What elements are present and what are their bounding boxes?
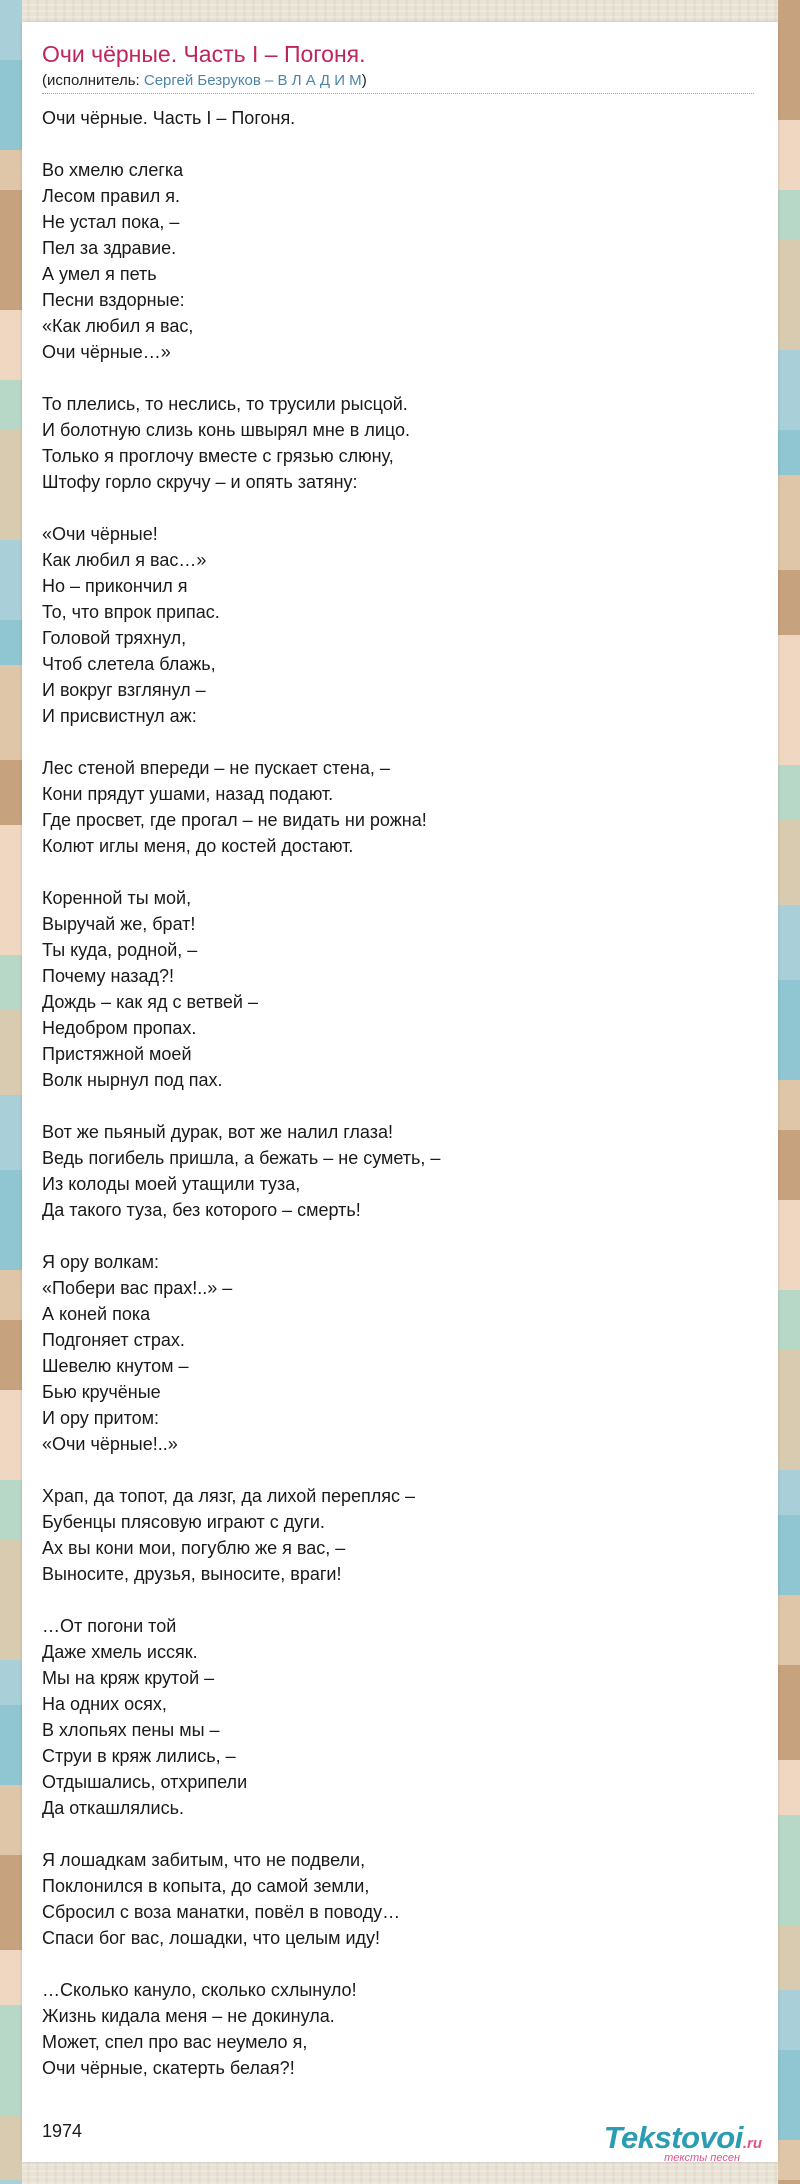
lyric-line: Мы на кряж крутой – [42,1668,215,1688]
decorative-stripe [0,1095,22,1170]
stanza-break [42,365,762,391]
decorative-stripe [0,1785,22,1855]
decorative-stripe [0,1950,22,2005]
decorative-stripe [0,1480,22,1540]
page-title: Очи чёрные. Часть I – Погоня. [42,41,366,67]
lyric-line: Поклонился в копыта, до самой земли, [42,1876,370,1896]
decorative-stripe [778,1130,800,1200]
decorative-stripe [778,2050,800,2140]
decorative-stripe [0,2180,22,2184]
stanza-break [42,1821,762,1847]
decorative-stripe [0,1540,22,1660]
decorative-stripe [778,120,800,190]
lyric-line: Как любил я вас…» [42,550,207,570]
decorative-stripe [778,1990,800,2050]
decorative-stripe [778,765,800,820]
stanza-break [42,495,762,521]
lyric-line: Жизнь кидала меня – не докинула. [42,2006,335,2026]
decorative-stripe [778,1925,800,1990]
lyric-line: Сбросил с воза манатки, повёл в поводу… [42,1902,401,1922]
logo-tld: .ru [742,2135,762,2152]
lyric-line: Но – прикончил я [42,576,188,596]
lyric-line: То, что впрок припас. [42,602,220,622]
decorative-stripe [0,1010,22,1095]
decorative-stripe [778,1200,800,1290]
lyric-line: Коренной ты мой, [42,888,192,908]
decorative-stripe [0,60,22,150]
decorative-stripe [0,150,22,190]
decorative-stripe [0,955,22,1010]
decorative-stripe [778,1470,800,1515]
lyric-line: Ах вы кони мои, погублю же я вас, – [42,1538,346,1558]
lyric-line: Из колоды моей утащили туза, [42,1174,301,1194]
decorative-stripe [0,760,22,825]
decorative-stripe [778,1665,800,1760]
lyric-line: Бью кручёные [42,1382,161,1402]
lyric-line: …Сколько кануло, сколько схлынуло! [42,1980,357,2000]
decorative-stripe [778,240,800,350]
song-year: 1974 [42,2121,83,2141]
lyric-line: И вокруг взглянул – [42,680,206,700]
decorative-stripe [0,1855,22,1950]
stanza-break [42,1093,762,1119]
lyric-line: Ведь погибель пришла, а бежать – не суметь, – [42,1148,441,1168]
decorative-stripe [0,1320,22,1390]
decorative-stripe [778,905,800,980]
lyric-line: Очи чёрные…» [42,342,171,362]
decorative-stripe [0,620,22,665]
decorative-stripe [0,190,22,310]
lyrics-text [42,105,762,2081]
stanza-break [42,1951,762,1977]
decorative-stripe [778,1815,800,1925]
decorative-stripe [778,2140,800,2180]
lyric-line: Даже хмель иссяк. [42,1642,198,1662]
decorative-stripe [778,635,800,765]
stanza-break [42,859,762,885]
lyric-line: Пел за здравие. [42,238,177,258]
lyric-line: Струи в кряж лились, – [42,1746,236,1766]
decorative-stripe [778,2180,800,2184]
stanza-break [42,1457,762,1483]
lyric-line: Волк нырнул под пах. [42,1070,223,1090]
decorative-stripe [0,1170,22,1270]
lyric-line: Не устал пока, – [42,212,180,232]
lyric-line: Колют иглы меня, до костей достают. [42,836,354,856]
decorative-stripe [778,820,800,905]
decorative-stripe [0,1660,22,1705]
performer-suffix: ) [361,72,367,89]
logo-tagline: тексты песен [664,2152,740,2164]
lyric-line: «Как любил я вас, [42,316,194,336]
lyric-line: Чтоб слетела блажь, [42,654,216,674]
decorative-stripe [0,540,22,620]
logo-name: Tekstovoi [603,2120,743,2155]
decorative-stripe [778,475,800,570]
decorative-stripe [0,430,22,540]
lyric-line: Отдышались, отхрипели [42,1772,248,1792]
lyric-line: А коней пока [42,1304,151,1324]
lyric-line: Головой тряхнул, [42,628,187,648]
lyric-line: В хлопьях пены мы – [42,1720,220,1740]
decorative-stripe [0,1390,22,1480]
lyric-line: Я лошадкам забитым, что не подвели, [42,1850,366,1870]
performer-line [42,72,367,90]
decorative-stripe [778,190,800,240]
lyric-line: Шевелю кнутом – [42,1356,189,1376]
lyric-line: Вот же пьяный дурак, вот же налил глаза! [42,1122,393,1142]
lyric-line: Пристяжной моей [42,1044,192,1064]
lyric-line: Бубенцы плясовую играют с дуги. [42,1512,325,1532]
decorative-stripe [0,380,22,430]
performer-prefix: (исполнитель: [42,72,144,89]
lyric-line: Да откашлялись. [42,1798,184,1818]
lyric-line: Песни вздорные: [42,290,185,310]
lyric-line: Где просвет, где прогал – не видать ни рожна! [42,810,427,830]
lyric-line: То плелись, то неслись, то трусили рысцой. [42,394,408,414]
decorative-stripe [778,350,800,430]
lyric-line: Недобром пропах. [42,1018,197,1038]
lyric-line: Может, спел про вас неумело я, [42,2032,308,2052]
decorative-stripe [0,665,22,760]
decorative-stripe [0,825,22,955]
lyrics-card [22,22,778,2162]
decorative-stripe [778,430,800,475]
decorative-stripe [778,570,800,635]
site-logo[interactable] [604,2122,762,2164]
lyric-line: Кони прядут ушами, назад подают. [42,784,334,804]
lyric-line: …От погони той [42,1616,177,1636]
decorative-stripe [778,1760,800,1815]
lyric-line: Дождь – как яд с ветвей – [42,992,258,1012]
lyric-line: Выносите, друзья, выносите, враги! [42,1564,342,1584]
decorative-stripe [778,1290,800,1350]
lyric-line: Подгоняет страх. [42,1330,185,1350]
lyric-line: Почему назад?! [42,966,175,986]
lyric-line: Лесом правил я. [42,186,181,206]
lyric-line: «Побери вас прах!..» – [42,1278,233,1298]
stanza-break [42,1223,762,1249]
lyric-line: Я ору волкам: [42,1252,159,1272]
lyric-line: Да такого туза, без которого – смерть! [42,1200,361,1220]
decorative-stripe [0,1705,22,1785]
lyric-line: Штофу горло скручу – и опять затяну: [42,472,358,492]
lyric-line: И болотную слизь конь швырял мне в лицо. [42,420,411,440]
decorative-stripe [0,1270,22,1320]
decorative-stripe [0,310,22,380]
decorative-stripe [778,1595,800,1665]
decorative-stripe [778,1515,800,1595]
lyric-line: Спаси бог вас, лошадки, что целым иду! [42,1928,381,1948]
decorative-stripe [778,1080,800,1130]
lyric-line: Лес стеной впереди – не пускает стена, – [42,758,390,778]
decorative-stripe [0,0,22,60]
stanza-break [42,1587,762,1613]
decorative-stripe [0,2005,22,2115]
lyric-line: Очи чёрные, скатерть белая?! [42,2058,295,2078]
lyric-line: И присвистнул аж: [42,706,197,726]
lyric-line: Во хмелю слегка [42,160,184,180]
decorative-stripe [0,2115,22,2180]
performer-link[interactable]: Сергей Безруков – В Л А Д И М [143,72,362,89]
lyric-line: Выручай же, брат! [42,914,196,934]
right-decorative-stripes [778,0,800,2184]
lyric-line: А умел я петь [42,264,157,284]
lyric-line: Ты куда, родной, – [42,940,198,960]
decorative-stripe [778,1350,800,1470]
lyric-line: На одних осях, [42,1694,167,1714]
header-divider [42,93,754,94]
left-decorative-stripes [0,0,22,2184]
stanza-break [42,131,762,157]
decorative-stripe [778,0,800,120]
lyric-line: «Очи чёрные! [42,524,158,544]
decorative-stripe [778,980,800,1080]
lyric-line: Только я проглочу вместе с грязью слюну, [42,446,394,466]
lyric-line: Храп, да топот, да лязг, да лихой перепляс – [42,1486,416,1506]
lyric-line: «Очи чёрные!..» [42,1434,178,1454]
lyric-line: Очи чёрные. Часть I – Погоня. [42,108,296,128]
stanza-break [42,729,762,755]
lyric-line: И ору притом: [42,1408,159,1428]
